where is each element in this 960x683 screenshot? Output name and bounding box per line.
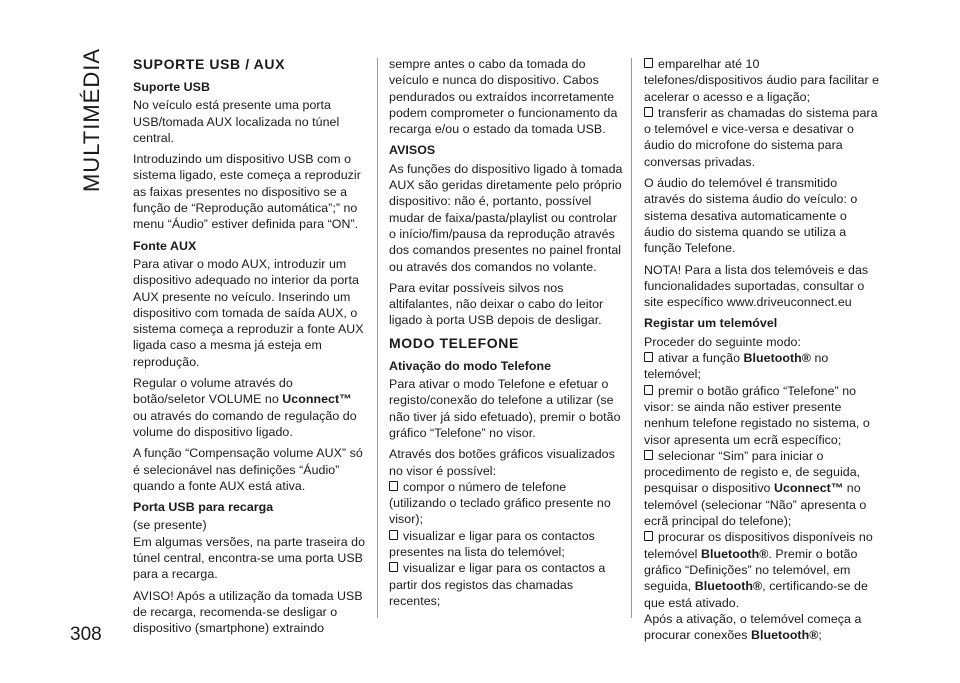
paragraph: Após a ativação, o telemóvel começa a procurar conexões Bluetooth®; xyxy=(644,611,862,643)
paragraph: Regular o volume através do botão/seletor VOLUME no Uconnect™ ou através do comando de regulação do volume do dispositivo ligado. xyxy=(133,376,357,439)
paragraph: Para ativar o modo AUX, introduzir um dispositivo adequado no interior da porta AUX presente no veículo. Inserindo um dispositivo com tomada de saída AUX, o sistema começa a reproduzir a fonte AUX ligada caso a mesma já esteja em reprodução. xyxy=(133,256,364,369)
list-item: transferir as chamadas do sistema para o telemóvel e vice-versa e desativar o áudio do microfone do sistema para conversas privadas. xyxy=(644,105,878,169)
column-divider xyxy=(377,58,378,618)
arrow-bullet-icon xyxy=(644,58,653,68)
section-side-tab xyxy=(70,47,114,193)
paragraph: Para ativar o modo Telefone e efetuar o registo/conexão do telefone a utilizar (se não tiver já sido efetuado), premir o botão gráfico “Telefone” no visor. xyxy=(389,377,621,440)
arrow-bullet-icon xyxy=(389,530,398,540)
paragraph: No veículo está presente uma porta USB/tomada AUX localizada no túnel central. xyxy=(133,98,340,145)
uconnect-term: Uconnect™ xyxy=(282,392,352,407)
paragraph: A função “Compensação volume AUX” só é selecionável nas definições “Áudio” quando a fonte AUX está ativa. xyxy=(133,446,363,493)
paragraph: Introduzindo um dispositivo USB com o sistema ligado, este começa a reproduzir as faixas presentes no dispositivo se a função de “Reprodução automática”;” no menu “Áudio” estiver definida para “ON”. xyxy=(133,152,361,232)
list-item: premir o botão gráfico “Telefone” no visor: se ainda não estiver presente nenhum telefone registado no sistema, o visor apresenta um ecrã específico; xyxy=(644,383,870,447)
list-item: ativar a função Bluetooth® no telemóvel; xyxy=(644,351,829,382)
list-item: procurar os dispositivos disponíveis no telemóvel Bluetooth®. Premir o botão gráfico “Definições” no telemóvel, em seguida, Bluetooth®, certificando-se de que está ativado. xyxy=(644,530,873,610)
subheading-activation: Ativação do modo Telefone xyxy=(389,358,552,373)
arrow-bullet-icon xyxy=(389,562,398,572)
section-title-usb-aux: SUPORTE USB / AUX xyxy=(133,56,286,72)
subheading-usb-charge: Porta USB para recarga xyxy=(133,500,274,515)
subheading-avisos: AVISOS xyxy=(389,143,436,158)
subheading-usb: Suporte USB xyxy=(133,80,210,94)
paragraph: Para evitar possíveis silvos nos altifalantes, não deixar o cabo do leitor ligado à porta USB depois de desligar. xyxy=(389,280,604,328)
paragraph: Proceder do seguinte modo: xyxy=(644,334,801,349)
arrow-bullet-icon xyxy=(644,352,653,362)
arrow-bullet-icon xyxy=(644,107,653,117)
list-item: visualizar e ligar para os contactos a partir dos registos das chamadas recentes; xyxy=(389,561,606,608)
paragraph: Através dos botões gráficos visualizados no visor é possível: xyxy=(389,447,615,478)
list-item: visualizar e ligar para os contactos presentes na lista do telemóvel; xyxy=(389,528,595,560)
paragraph: sempre antes o cabo da tomada do veículo e nunca do dispositivo. Cabos pendurados ou extraídos incorretamente podem comprometer o funcionamento da recarga e/ou o estado da tomada USB. xyxy=(389,57,618,137)
paragraph: O áudio do telemóvel é transmitido através do sistema áudio do veículo: o sistema desativa automaticamente o áudio do sistema quando se utiliza a função Telefone. xyxy=(644,176,858,256)
arrow-bullet-icon xyxy=(389,481,398,491)
section-side-label: MULTIMÉDIA xyxy=(79,47,105,193)
section-title-phone: MODO TELEFONE xyxy=(389,334,519,351)
page-number: 308 xyxy=(70,624,102,645)
list-item: emparelhar até 10 telefones/dispositivos áudio para facilitar e acelerar o acesso e a ligação; xyxy=(644,57,880,104)
subheading-aux: Fonte AUX xyxy=(133,238,197,253)
list-item: selecionar “Sim” para iniciar o procedimento de registo e, de seguida, pesquisar o dispositivo Uconnect™ no telemóvel (selecionar “Não” apresenta o ecrã principal do telefone); xyxy=(644,448,867,529)
warning-paragraph: AVISO! Após a utilização da tomada USB de recarga, recomenda-se desligar o dispositivo (smartphone) extraindo xyxy=(133,588,363,636)
list-item: compor o número de telefone (utilizando o teclado gráfico presente no visor); xyxy=(389,479,611,527)
paragraph: (se presente) xyxy=(133,518,207,533)
paragraph: As funções do dispositivo ligado à tomada AUX são geridas diretamente pelo próprio dispositivo: não é, portanto, possível mudar de faixa/pasta/playlist ou controlar o início/fim/pausa da reprodução através dos comandos presentes no painel frontal ou através dos comandos no volante. xyxy=(389,161,623,274)
arrow-bullet-icon xyxy=(644,450,653,460)
arrow-bullet-icon xyxy=(644,385,653,395)
paragraph: Em algumas versões, na parte traseira do túnel central, encontra-se uma porta USB para a recarga. xyxy=(133,534,366,582)
arrow-bullet-icon xyxy=(644,531,653,541)
column-1 xyxy=(133,56,367,642)
subheading-register-phone: Registar um telemóvel xyxy=(644,316,778,331)
column-3 xyxy=(644,56,880,643)
column-2 xyxy=(389,56,623,609)
column-divider xyxy=(631,58,632,618)
note-paragraph: NOTA! Para a lista dos telemóveis e das funcionalidades suportadas, consultar o site específico www.driveuconnect.eu xyxy=(644,262,869,310)
